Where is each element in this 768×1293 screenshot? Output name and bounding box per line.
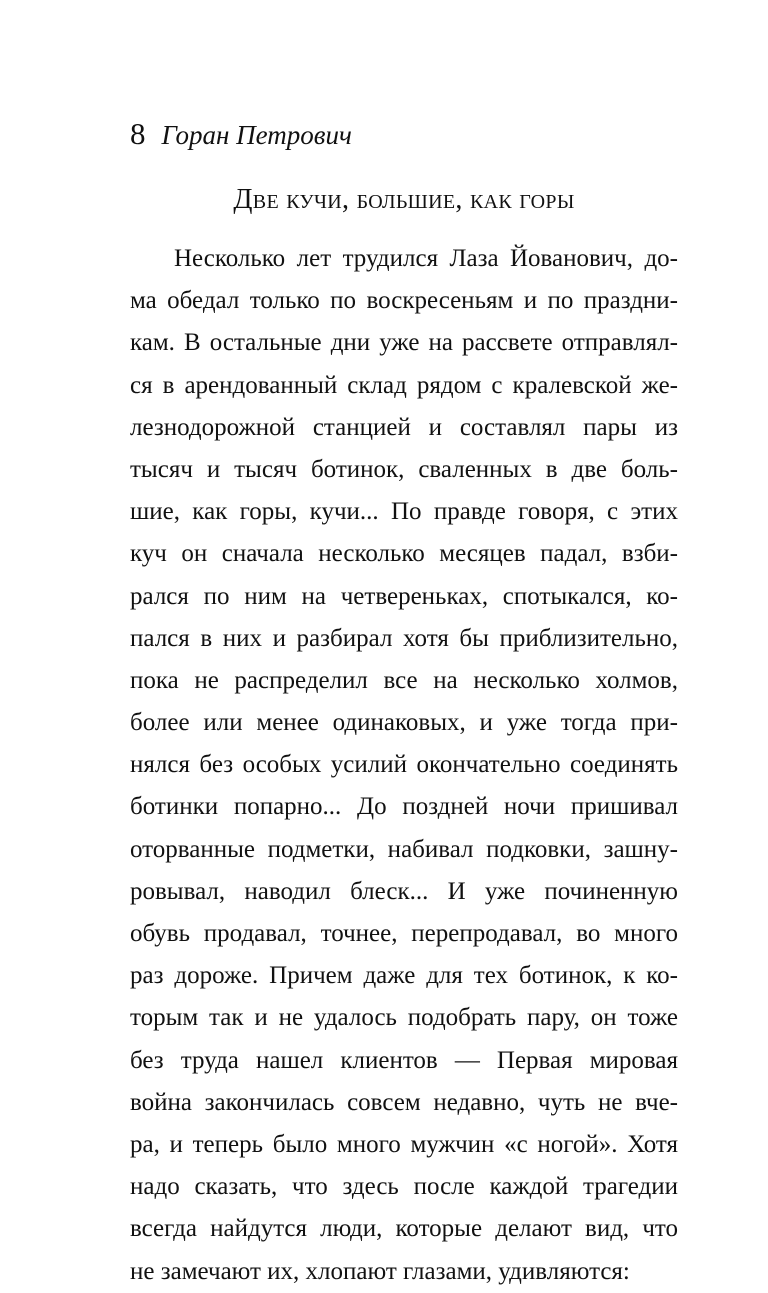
text-line: лезнодорожной станцией и составлял пары из [130,413,678,441]
text-line: тысяч и тысяч ботинок, сваленных в две боль- [130,455,678,483]
text-line: не замечают их, хлопают глазами, удивляются: [130,1257,630,1285]
text-line: кам. В остальные дни уже на рассвете отправлял- [130,329,678,357]
text-line: ботинки попарно... До поздней ночи пришивал [130,793,678,821]
text-line: шие, как горы, кучи... По правде говоря, с этих [130,498,678,526]
page-number: 8 [130,116,146,151]
text-line: пока не распределил все на несколько холмов, [130,666,678,694]
chapter-title: Две кучи, большие, как горы [233,184,575,215]
text-line: куч он сначала несколько месяцев падал, взби- [130,540,678,568]
text-line: война закончилась совсем недавно, чуть не вче- [130,1088,678,1116]
text-line: раз дороже. Причем даже для тех ботинок, к ко- [130,962,678,990]
author-name: Горан Петрович [161,120,352,150]
text-line: ровывал, наводил блеск... И уже починенную [130,877,678,905]
text-line: ся в арендованный склад рядом с кралевской же- [130,371,678,399]
text-line: торым так и не удалось подобрать пару, он тоже [130,1004,678,1032]
text-line: рался по ним на четвереньках, спотыкался, ко- [130,582,678,610]
text-line: ра, и теперь было много мужчин «с ногой». Хотя [130,1130,678,1158]
body-text [130,238,678,1293]
text-line: более или менее одинаковых, и уже тогда при- [130,709,678,737]
text-line: обувь продавал, точнее, перепродавал, во много [130,920,678,947]
text-line: ма обедал только по воскресеньям и по праздни- [130,287,678,315]
text-line: без труда нашел клиентов — Первая мировая [130,1046,678,1074]
text-line: всегда найдутся люди, которые делают вид, что [130,1215,678,1243]
text-line: Несколько лет трудился Лаза Йованович, до- [174,245,678,272]
text-line: надо сказать, что здесь после каждой трагедии [130,1173,678,1201]
text-line: нялся без особых усилий окончательно соединять [130,751,678,779]
running-head [130,116,352,156]
text-line: пался в них и разбирал хотя бы приблизительно, [130,624,678,652]
text-line: оторванные подметки, набивал подковки, зашну- [130,835,678,863]
